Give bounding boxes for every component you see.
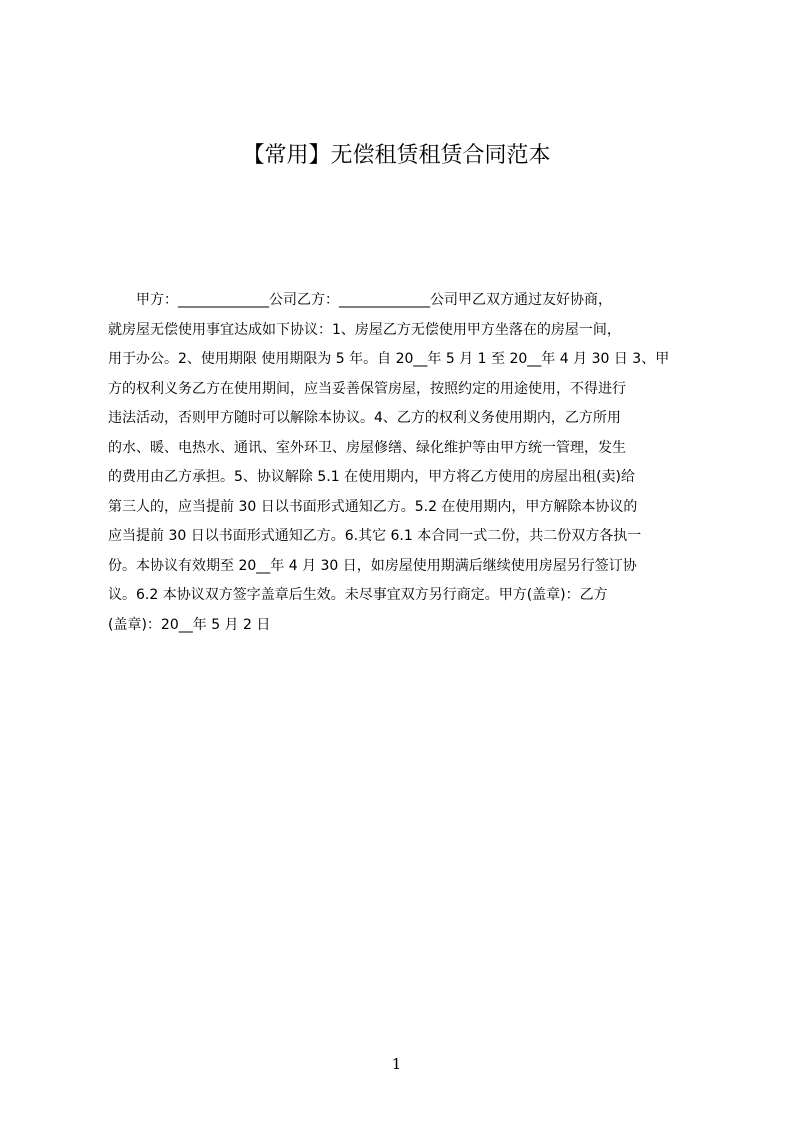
contract-line: 方的权利义务乙方在使用期间，应当妥善保管房屋，按照约定的用途使用，不得进行: [108, 380, 626, 397]
contract-line: 议。6.2 本协议双方签字盖章后生效。未尽事宜双方另行商定。甲方(盖章)：乙方: [108, 587, 608, 603]
contract-line: 应当提前 30 日以书面形式通知乙方。6.其它 6.1 本合同一式二份，共二份双方各执一: [108, 528, 642, 544]
contract-line: (盖章)：20__年 5 月 2 日: [108, 616, 271, 633]
contract-line: 用于办公。2、使用期限 使用期限为 5 年。自 20__年 5 月 1 至 20__年 4 月 30 日 3、甲: [108, 351, 670, 367]
contract-line: 第三人的，应当提前 30 日以书面形式通知乙方。5.2 在使用期内，甲方解除本协议的: [108, 498, 638, 515]
contract-line: 就房屋无偿使用事宜达成如下协议：1、房屋乙方无偿使用甲方坐落在的房屋一间，: [108, 321, 621, 338]
contract-line: 违法活动，否则甲方随时可以解除本协议。4、乙方的权利义务使用期内，乙方所用: [108, 410, 621, 426]
contract-line: 份。本协议有效期至 20__年 4 月 30 日，如房屋使用期满后继续使用房屋另行签订协: [108, 557, 637, 574]
contract-line: 的费用由乙方承担。5、协议解除 5.1 在使用期内，甲方将乙方使用的房屋出租(卖)给: [108, 469, 635, 485]
document-title: 【常用】无偿租赁租赁合同范本: [242, 143, 551, 168]
contract-body: [108, 286, 696, 640]
page-number: 1: [391, 1055, 402, 1073]
contract-line: 的水、暖、电热水、通讯、室外环卫、房屋修缮、绿化维护等由甲方统一管理，发生: [108, 439, 626, 456]
contract-line: 甲方：_____________公司乙方：_____________公司甲乙双方通过友好协商，: [108, 292, 612, 308]
